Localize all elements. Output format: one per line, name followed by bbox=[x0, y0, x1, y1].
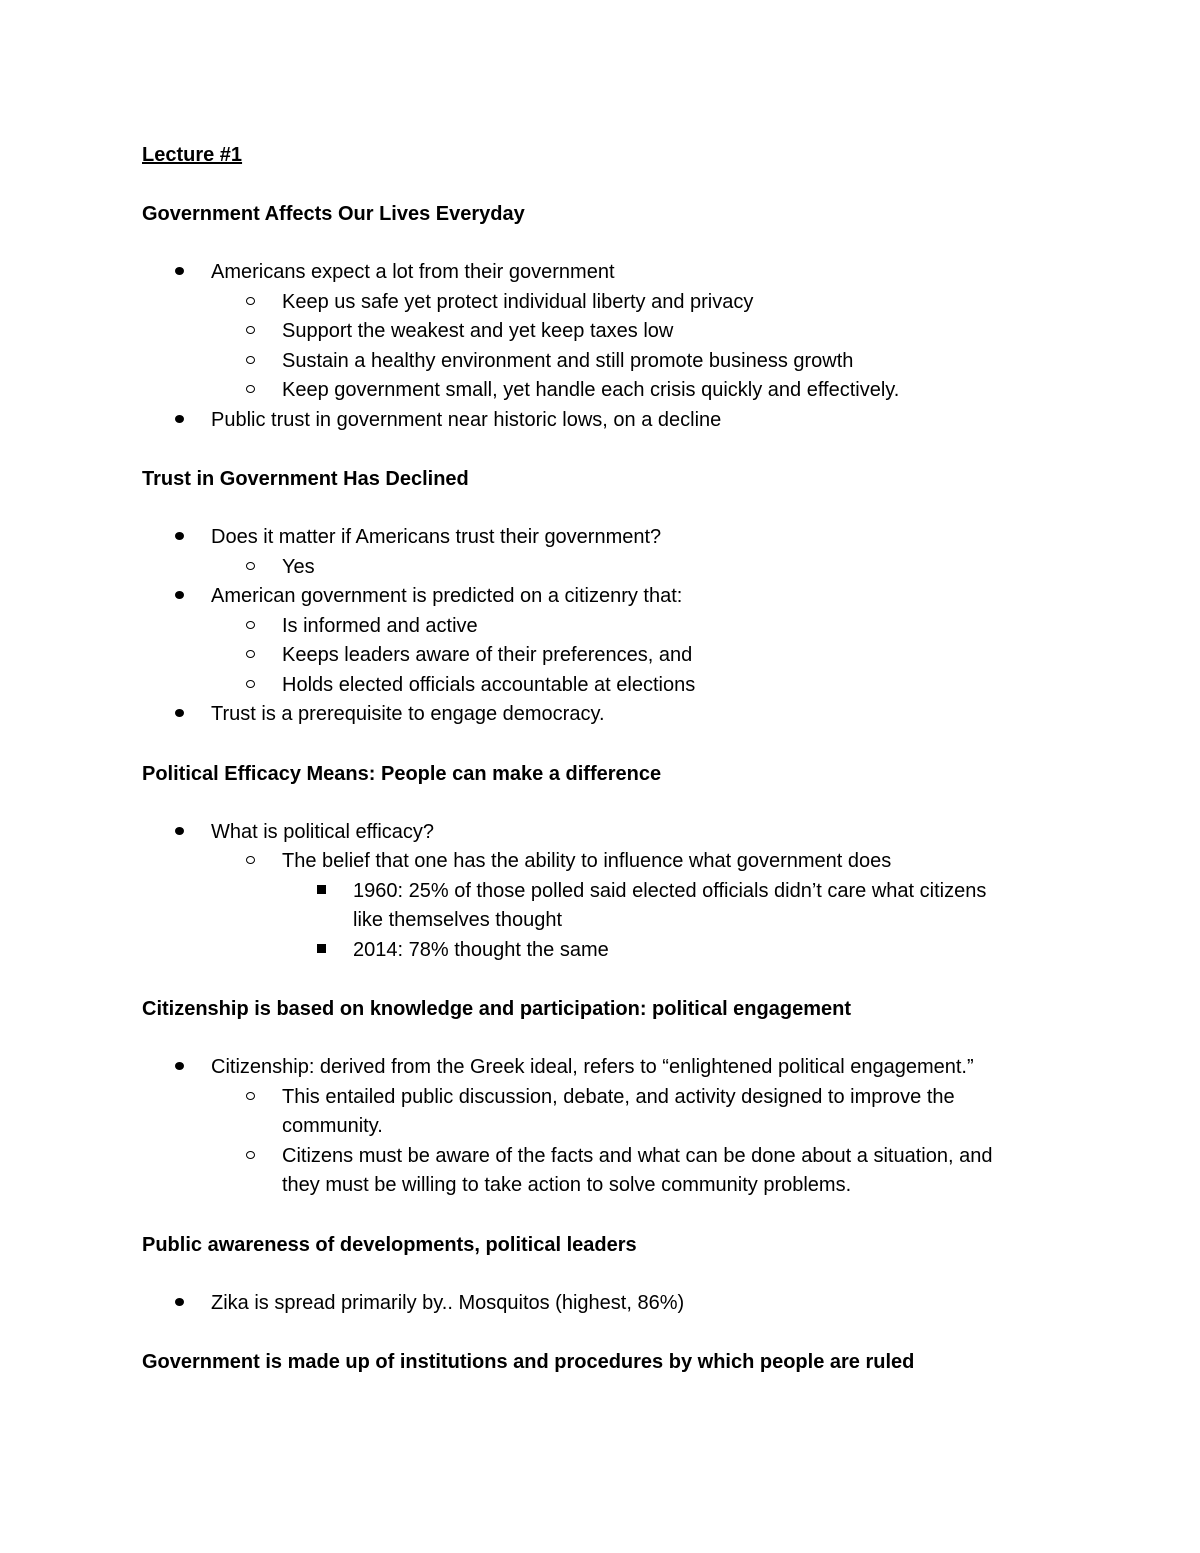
section-heading: Trust in Government Has Declined bbox=[142, 468, 469, 490]
section-heading: Government Affects Our Lives Everyday bbox=[142, 203, 525, 225]
bullet-ring-icon bbox=[246, 641, 255, 671]
list-item: Citizens must be aware of the facts and what can be done about a situation, and bbox=[142, 1142, 1082, 1172]
list-item: Public trust in government near historic lows, on a decline bbox=[142, 406, 1082, 436]
bullet-ring-icon bbox=[246, 612, 255, 642]
list-item: Is informed and active bbox=[142, 612, 1082, 642]
document-page bbox=[142, 140, 1082, 1377]
bullet-dot-icon bbox=[175, 523, 184, 553]
bullet-dot-icon bbox=[175, 1289, 184, 1319]
list-item: Citizenship: derived from the Greek ideal, refers to “enlightened political engagement.” bbox=[142, 1053, 1082, 1083]
bullet-dot-icon bbox=[175, 582, 184, 612]
bullet-square-icon bbox=[317, 877, 326, 907]
bullet-ring-icon bbox=[246, 376, 255, 406]
bullet-ring-icon bbox=[246, 288, 255, 318]
bullet-ring-icon bbox=[246, 671, 255, 701]
list-item: American government is predicted on a citizenry that: bbox=[142, 582, 1082, 612]
list-item: 1960: 25% of those polled said elected officials didn’t care what citizens bbox=[142, 877, 1082, 907]
list-item: Keep government small, yet handle each crisis quickly and effectively. bbox=[142, 376, 1082, 406]
bullet-ring-icon bbox=[246, 553, 255, 583]
section-heading: Government is made up of institutions and procedures by which people are ruled bbox=[142, 1351, 915, 1373]
bullet-ring-icon bbox=[246, 347, 255, 377]
list-item: Does it matter if Americans trust their government? bbox=[142, 523, 1082, 553]
list-item-continuation: community. bbox=[282, 1115, 383, 1137]
list-item-continuation: like themselves thought bbox=[353, 909, 563, 931]
section-heading: Political Efficacy Means: People can make a difference bbox=[142, 762, 662, 785]
list-item: Keep us safe yet protect individual liberty and privacy bbox=[142, 288, 1082, 318]
section-heading: Citizenship is based on knowledge and participation: political engagement bbox=[142, 998, 851, 1020]
list-item: Yes bbox=[142, 553, 1082, 583]
bullet-dot-icon bbox=[175, 1053, 184, 1083]
page-title: Lecture #1 bbox=[142, 144, 243, 166]
list-item: Support the weakest and yet keep taxes low bbox=[142, 317, 1082, 347]
list-item: Holds elected officials accountable at elections bbox=[142, 671, 1082, 701]
list-item: What is political efficacy? bbox=[142, 818, 1082, 848]
list-item: Trust is a prerequisite to engage democracy. bbox=[142, 700, 1082, 730]
bullet-square-icon bbox=[317, 936, 326, 966]
list-item: Zika is spread primarily by.. Mosquitos (highest, 86%) bbox=[142, 1289, 1082, 1319]
list-item: Keeps leaders aware of their preferences, and bbox=[142, 641, 1082, 671]
bullet-dot-icon bbox=[175, 700, 184, 730]
bullet-dot-icon bbox=[175, 406, 184, 436]
list-item: Sustain a healthy environment and still promote business growth bbox=[142, 347, 1082, 377]
section-heading: Public awareness of developments, political leaders bbox=[142, 1233, 637, 1256]
bullet-ring-icon bbox=[246, 1083, 255, 1113]
bullet-dot-icon bbox=[175, 258, 184, 288]
list-item: Americans expect a lot from their government bbox=[142, 258, 1082, 288]
list-item: 2014: 78% thought the same bbox=[142, 936, 1082, 966]
bullet-ring-icon bbox=[246, 1142, 255, 1172]
list-item: This entailed public discussion, debate, and activity designed to improve the bbox=[142, 1083, 1082, 1113]
bullet-ring-icon bbox=[246, 847, 255, 877]
list-item-continuation: they must be willing to take action to solve community problems. bbox=[282, 1174, 852, 1196]
bullet-ring-icon bbox=[246, 317, 255, 347]
bullet-dot-icon bbox=[175, 818, 184, 848]
list-item: The belief that one has the ability to influence what government does bbox=[142, 847, 1082, 877]
